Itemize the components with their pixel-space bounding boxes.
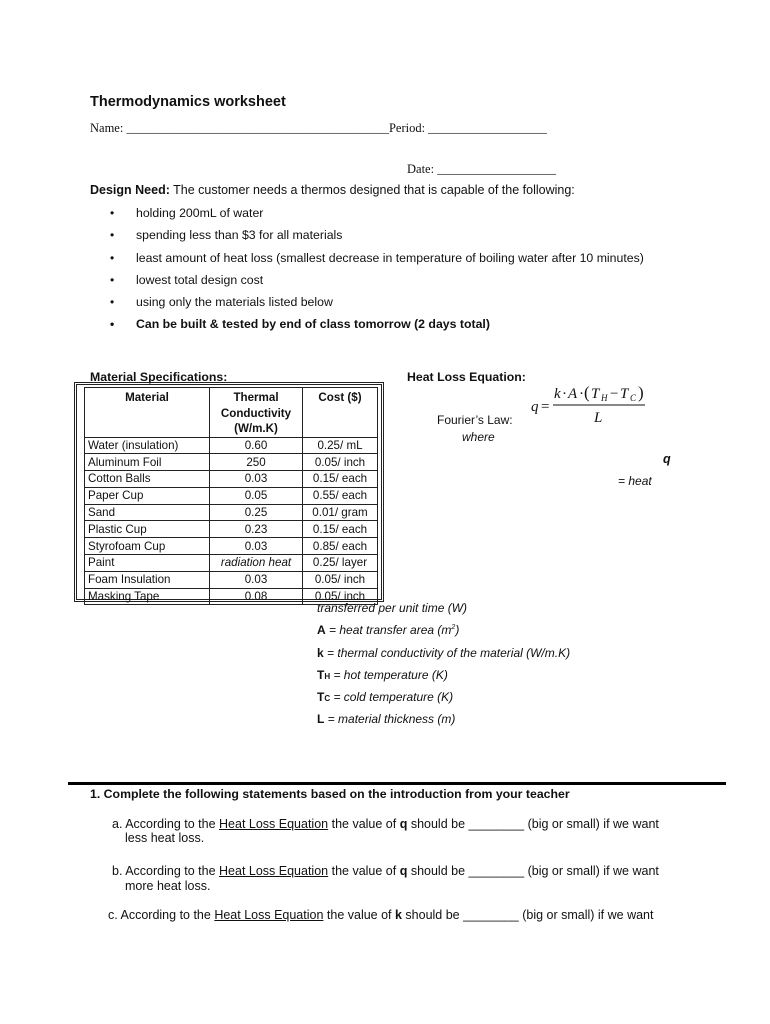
svg-text:A: A [568, 386, 578, 402]
svg-text:k: k [554, 386, 561, 402]
table-row [85, 571, 378, 588]
svg-text:H: H [601, 393, 608, 403]
conductivity-cell: 0.03 [210, 538, 303, 555]
cost-cell: 0.05/ inch [303, 588, 378, 605]
cost-cell: 0.85/ each [303, 538, 378, 555]
variable-conductivity: k = thermal conductivity of the material (W/m.K) [317, 646, 571, 660]
svg-text:T: T [591, 386, 600, 402]
requirements-list [110, 205, 644, 339]
svg-text:q: q [531, 399, 539, 415]
table-row [85, 521, 378, 538]
svg-text:(: ( [584, 383, 590, 402]
conductivity-cell: 0.08 [210, 588, 303, 605]
fourier-equation [528, 380, 650, 426]
materials-table [84, 387, 378, 605]
cost-cell: 0.25/ mL [303, 437, 378, 454]
cost-cell: 0.15/ each [303, 471, 378, 488]
list-item: • holding 200mL of water [110, 205, 644, 227]
worksheet-title: Thermodynamics worksheet [90, 94, 286, 110]
svg-text:T: T [620, 386, 629, 402]
svg-text:C: C [630, 393, 637, 403]
date-line: Date: ___________________ [407, 162, 556, 176]
table-row [85, 555, 378, 572]
list-item: • lowest total design cost [110, 272, 644, 294]
svg-text:L: L [594, 410, 603, 426]
table-row [85, 454, 378, 471]
variable-cold-temperature: TC = cold temperature (K) [317, 690, 454, 704]
q-symbol: q [663, 452, 671, 466]
q-definition-continued: transferred per unit time (W) [317, 601, 468, 615]
material-cell: Styrofoam Cup [85, 538, 210, 555]
conductivity-cell: 0.03 [210, 471, 303, 488]
conductivity-cell: 0.03 [210, 571, 303, 588]
list-item: • using only the materials listed below [110, 294, 644, 316]
design-need [90, 183, 575, 197]
cost-cell: 0.01/ gram [303, 504, 378, 521]
question-1-heading: 1. Complete the following statements based on the introduction from your teacher [90, 787, 570, 801]
conductivity-cell: 0.60 [210, 437, 303, 454]
cost-cell: 0.05/ inch [303, 571, 378, 588]
table-row [85, 487, 378, 504]
table-row [85, 471, 378, 488]
variable-thickness: L = material thickness (m) [317, 712, 456, 726]
materials-heading: Material Specifications: [90, 370, 228, 384]
material-cell: Sand [85, 504, 210, 521]
conductivity-cell: 250 [210, 454, 303, 471]
list-item: • least amount of heat loss (smallest decrease in temperature of boiling water after 10 minutes) [110, 250, 644, 272]
table-row [85, 504, 378, 521]
svg-text:·: · [562, 386, 567, 402]
cost-cell: 0.25/ layer [303, 555, 378, 572]
table-row [85, 538, 378, 555]
table-row [85, 437, 378, 454]
table-header-row [85, 388, 378, 438]
cost-cell: 0.05/ inch [303, 454, 378, 471]
question-1b: b. According to the Heat Loss Equation the value of q should be ________ (big or small) if we want [112, 864, 659, 878]
where-label: where [462, 430, 495, 444]
question-1c: c. According to the Heat Loss Equation the value of k should be ________ (big or small) if we want [108, 908, 654, 922]
q-definition: = heat [618, 474, 652, 488]
conductivity-cell: radiation heat [210, 555, 303, 572]
list-item: • Can be built & tested by end of class tomorrow (2 days total) [110, 316, 644, 338]
question-1a: a. According to the Heat Loss Equation the value of q should be ________ (big or small) if we want [112, 817, 659, 831]
name-period-line: Name: __________________________________________Period: ___________________ [90, 121, 547, 135]
svg-text:=: = [541, 399, 550, 415]
variable-hot-temperature: TH = hot temperature (K) [317, 668, 448, 682]
material-cell: Plastic Cup [85, 521, 210, 538]
fouriers-law-label: Fourier’s Law: [437, 413, 513, 427]
cost-cell: 0.15/ each [303, 521, 378, 538]
heat-loss-heading: Heat Loss Equation: [407, 370, 526, 384]
material-cell: Paint [85, 555, 210, 572]
material-cell: Cotton Balls [85, 471, 210, 488]
column-header-cost: Cost ($) [303, 388, 378, 438]
material-cell: Paper Cup [85, 487, 210, 504]
svg-text:): ) [638, 383, 644, 402]
design-need-label: Design Need: [90, 183, 170, 197]
conductivity-cell: 0.05 [210, 487, 303, 504]
material-cell: Aluminum Foil [85, 454, 210, 471]
question-1a-line2: less heat loss. [125, 831, 205, 845]
conductivity-cell: 0.23 [210, 521, 303, 538]
conductivity-cell: 0.25 [210, 504, 303, 521]
material-cell: Foam Insulation [85, 571, 210, 588]
column-header-material: Material [85, 388, 210, 438]
column-header-conductivity: Thermal Conductivity (W/m.K) [210, 388, 303, 438]
question-1b-line2: more heat loss. [125, 879, 211, 893]
material-cell: Water (insulation) [85, 437, 210, 454]
list-item: • spending less than $3 for all materials [110, 227, 644, 249]
cost-cell: 0.55/ each [303, 487, 378, 504]
material-cell: Masking Tape [85, 588, 210, 605]
variable-area: A = heat transfer area $(m^2)$ [317, 623, 460, 637]
svg-text:·: · [579, 386, 584, 402]
section-divider [68, 782, 726, 785]
design-need-text: The customer needs a thermos designed that is capable of the following: [169, 183, 575, 197]
svg-text:−: − [610, 386, 619, 402]
